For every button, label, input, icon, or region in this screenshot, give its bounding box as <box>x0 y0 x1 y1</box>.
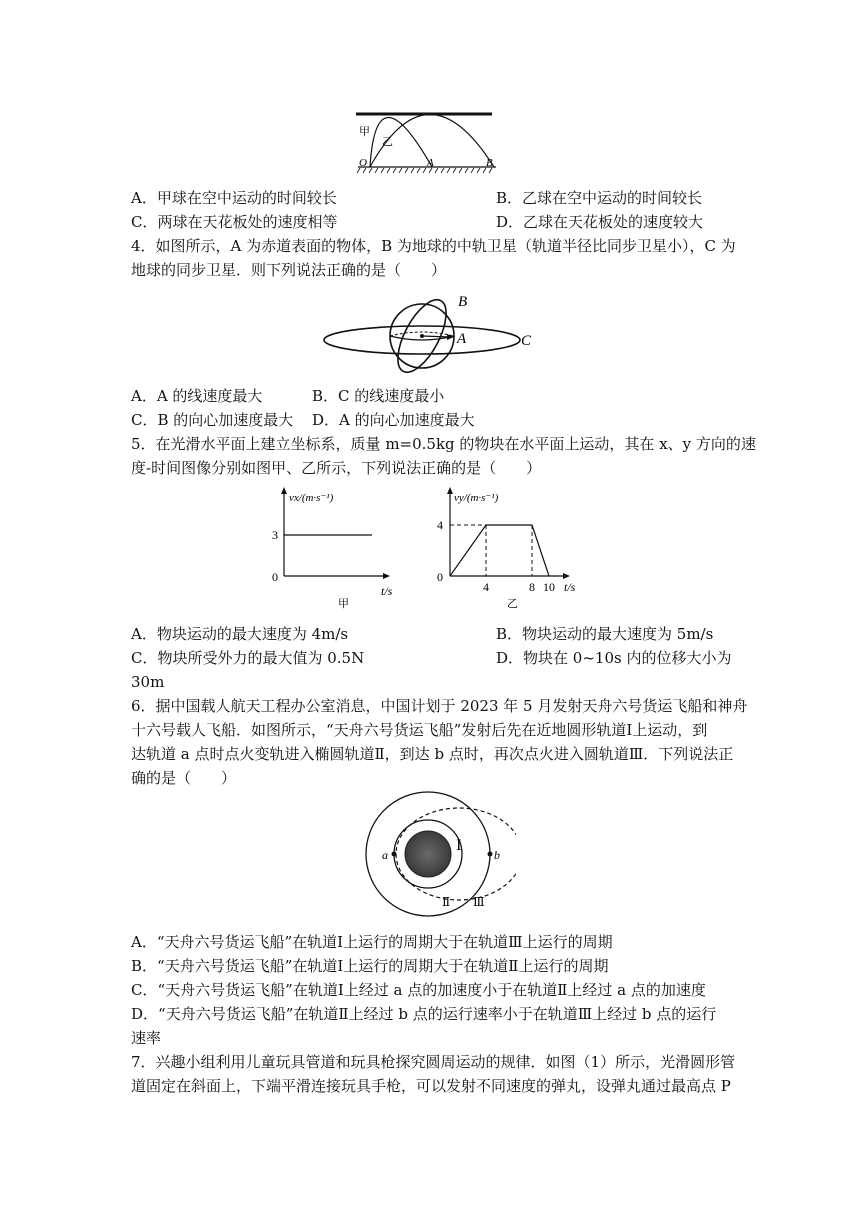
q3-option-c: C．两球在天花板处的速度相等 <box>131 213 338 231</box>
q7-stem-line2: 道固定在斜面上，下端平滑连接玩具手枪，可以发射不同速度的弹丸，设弹丸通过最高点 P <box>131 1077 731 1095</box>
q4-orbit-figure <box>318 284 544 380</box>
ylabel: vy/(m·s⁻¹) <box>454 492 499 504</box>
label-orbit-3: Ⅲ <box>473 895 485 909</box>
label-orbit-b: B <box>458 294 468 310</box>
radius-arrow <box>422 336 450 337</box>
q3-option-b: B．乙球在空中运动的时间较长 <box>496 189 703 207</box>
q5-option-d: D．物块在 0~10s 内的位移大小为 <box>496 649 732 667</box>
tick-x-4: 4 <box>483 580 489 594</box>
label-b: b <box>494 848 500 862</box>
q4-option-b: B．C 的线速度最小 <box>312 387 445 405</box>
q4-option-a: A．A 的线速度最大 <box>131 387 263 405</box>
q3-projectile-figure <box>350 108 500 178</box>
x-axis-arrow <box>563 573 570 579</box>
q5-stem-line1: 5．在光滑水平面上建立坐标系，质量 m=0.5kg 的物块在水平面上运动，其在 x、y 方向的速 <box>131 435 756 453</box>
q3-option-d: D．乙球在天花板处的速度较大 <box>496 213 704 231</box>
q6-option-a: A．“天舟六号货运飞船”在轨道Ⅰ上运行的周期大于在轨道Ⅲ上运行的周期 <box>131 933 613 951</box>
tick-y-3: 3 <box>272 528 278 542</box>
tick-y-4: 4 <box>437 518 443 532</box>
label-orbit-2: Ⅱ <box>442 895 451 909</box>
vy-line <box>450 525 549 576</box>
q5-option-d-cont: 30m <box>131 673 165 691</box>
label-yi: 乙 <box>382 136 393 148</box>
q6-orbit-figure <box>356 790 516 922</box>
q6-stem-line2: 十六号载人飞船．如图所示，“天舟六号货运飞船”发射后先在近地圆形轨道Ⅰ上运动，到 <box>131 721 708 739</box>
xlabel: t/s <box>381 584 393 598</box>
tick-x-8: 8 <box>529 580 535 594</box>
q3-option-a: A．甲球在空中运动的时间较长 <box>131 189 337 207</box>
q6-stem-line3: 达轨道 a 点时点火变轨进入椭圆轨道Ⅱ，到达 b 点时，再次点火进入圆轨道Ⅲ．下列说法正 <box>131 745 734 763</box>
y-axis-arrow <box>447 487 453 494</box>
q4-option-d: D．A 的向心加速度最大 <box>312 411 475 429</box>
q4-stem-line2: 地球的同步卫星．则下列说法正确的是（ ） <box>131 261 447 279</box>
q5-graph-yi <box>434 484 590 610</box>
label-orbit-c: C <box>521 333 532 349</box>
label-point-a: A <box>457 331 467 347</box>
q5-option-b: B．物块运动的最大速度为 5m/s <box>496 625 714 643</box>
label-jia: 甲 <box>359 126 370 138</box>
label-orbit-1: Ⅰ <box>456 839 462 854</box>
tick-x-10: 10 <box>543 580 555 594</box>
xlabel: t/s <box>564 580 576 594</box>
q6-option-b: B．“天舟六号货运飞船”在轨道Ⅰ上运行的周期大于在轨道Ⅱ上运行的周期 <box>131 957 609 975</box>
label-o: O <box>359 157 367 169</box>
q7-stem-line1: 7．兴趣小组利用儿童玩具管道和玩具枪探究圆周运动的规律．如图（1）所示，光滑圆形管 <box>131 1053 736 1071</box>
caption: 乙 <box>507 598 518 610</box>
q5-option-a: A．物块运动的最大速度为 4m/s <box>131 625 349 643</box>
point-b <box>488 852 493 857</box>
caption: 甲 <box>338 598 349 610</box>
x-axis-arrow <box>383 573 390 579</box>
q4-option-c: C．B 的向心加速度最大 <box>131 411 294 429</box>
q5-stem-line2: 度-时间图像分别如图甲、乙所示，下列说法正确的是（ ） <box>131 459 542 477</box>
q6-option-d: D．“天舟六号货运飞船”在轨道Ⅱ上经过 b 点的运行速率小于在轨道Ⅲ上经过 b 点的运行 <box>131 1005 717 1023</box>
ground-hatch <box>357 168 492 173</box>
label-a: a <box>382 848 388 862</box>
label-a: A <box>427 157 434 169</box>
ylabel: vx/(m·s⁻¹) <box>289 492 334 504</box>
label-b: B <box>486 157 493 169</box>
earth <box>405 831 451 877</box>
q6-option-d-cont: 速率 <box>131 1029 162 1047</box>
q5-graph-jia <box>262 484 408 610</box>
q6-stem-line1: 6．据中国载人航天工程办公室消息，中国计划于 2023 年 5 月发射天舟六号货运飞船和神舟 <box>131 697 748 715</box>
origin: 0 <box>272 570 278 584</box>
q6-stem-line4: 确的是（ ） <box>131 769 237 787</box>
origin: 0 <box>437 570 443 584</box>
point-a <box>392 852 397 857</box>
y-axis-arrow <box>281 487 287 494</box>
q5-option-c: C．物块所受外力的最大值为 0.5N <box>131 649 365 667</box>
trajectory-jia <box>370 118 432 168</box>
q4-stem-line1: 4．如图所示，A 为赤道表面的物体，B 为地球的中轨卫星（轨道半径比同步卫星小），C 为 <box>131 237 736 255</box>
q6-option-c: C．“天舟六号货运飞船”在轨道Ⅰ上经过 a 点的加速度小于在轨道Ⅱ上经过 a 点的加速度 <box>131 981 706 999</box>
